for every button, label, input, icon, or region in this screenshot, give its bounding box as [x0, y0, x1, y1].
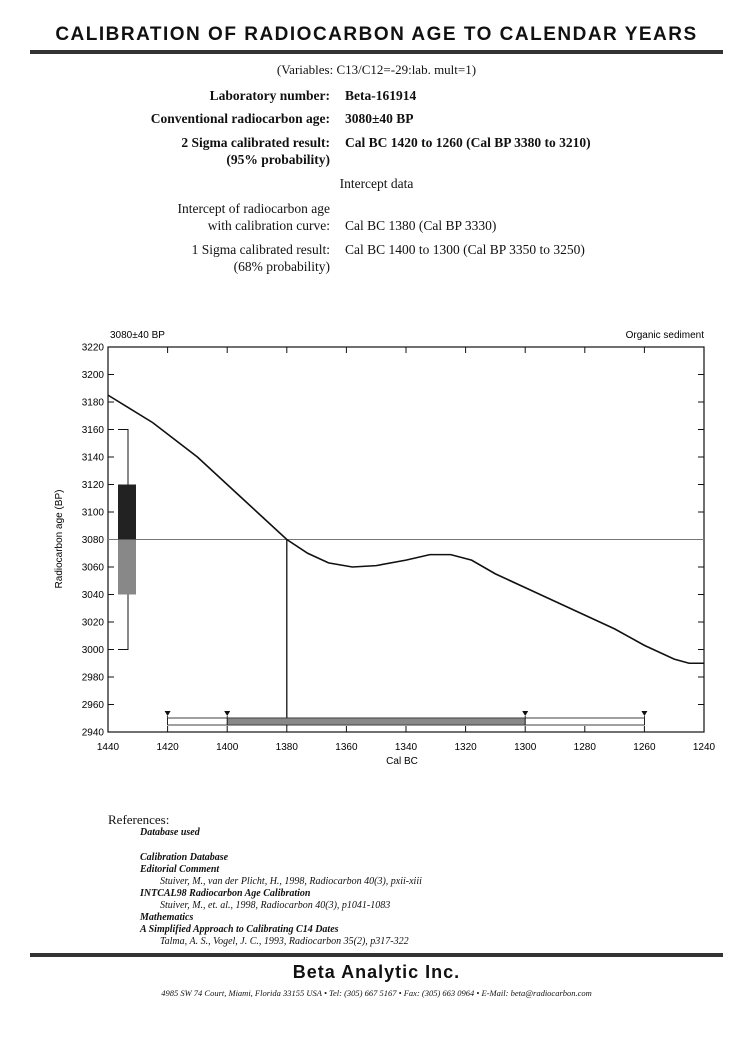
x-tick-label-1240: 1240: [692, 742, 716, 753]
ref-db-used: Database used: [140, 827, 200, 838]
y-tick-label-3020: 3020: [81, 617, 104, 629]
sigma1-x-bar: [227, 718, 525, 725]
x-tick-label-1360: 1360: [335, 742, 358, 753]
y-tick-label-3000: 3000: [81, 645, 104, 656]
x-tick-label-1340: 1340: [394, 742, 418, 753]
range-marker-0: [165, 711, 171, 716]
chart-title-left: 3080±40 BP: [110, 330, 165, 341]
sigma1-y-upper: [118, 485, 136, 540]
x-tick-label-1440: 1440: [96, 742, 120, 753]
ref-calib-db: Calibration Database: [140, 852, 229, 863]
range-marker-2: [522, 711, 528, 716]
two-sigma-label: 2 Sigma calibrated result:: [181, 135, 330, 150]
intercept-label-2: with calibration curve:: [207, 218, 330, 233]
sigma1-y-lower: [118, 540, 136, 595]
y-tick-label-3140: 3140: [81, 452, 104, 464]
two-sigma-value: Cal BC 1420 to 1260 (Cal BP 3380 to 3210): [345, 135, 591, 150]
x-tick-label-1420: 1420: [156, 742, 179, 753]
ref-editorial: Editorial Comment: [140, 864, 220, 875]
intercept-value: Cal BC 1380 (Cal BP 3330): [345, 218, 497, 233]
y-tick-label-2940: 2940: [81, 727, 104, 739]
x-tick-label-1320: 1320: [454, 742, 477, 753]
ref-editorial-cite: Stuiver, M., van der Plicht, H., 1998, Radiocarbon 40(3), pxii-xiii: [160, 876, 422, 887]
references-heading: References:: [108, 812, 170, 827]
y-tick-label-3100: 3100: [81, 507, 104, 519]
conv-age-label: Conventional radiocarbon age:: [150, 111, 330, 126]
x-axis-label: Cal BC: [386, 756, 418, 767]
x-tick-label-1380: 1380: [275, 742, 298, 753]
one-sigma-label: 1 Sigma calibrated result:: [191, 242, 330, 257]
ref-intcal-cite: Stuiver, M., et. al., 1998, Radiocarbon 40(3), p1041-1083: [160, 900, 391, 911]
ref-simplified-cite: Talma, A. S., Vogel, J. C., 1993, Radiocarbon 35(2), p317-322: [160, 936, 409, 947]
lab-number-label: Laboratory number:: [209, 88, 330, 103]
page-title: CALIBRATION OF RADIOCARBON AGE TO CALENDAR YEARS: [55, 24, 698, 45]
y-tick-label-2960: 2960: [81, 700, 104, 711]
x-tick-label-1400: 1400: [216, 742, 239, 753]
x-tick-label-1300: 1300: [514, 742, 537, 753]
lab-number-value: Beta-161914: [345, 88, 417, 103]
ref-math: Mathematics: [140, 912, 194, 923]
y-tick-label-2980: 2980: [81, 672, 104, 684]
y-tick-label-3220: 3220: [81, 342, 104, 354]
range-marker-3: [641, 711, 647, 716]
y-tick-label-3180: 3180: [81, 397, 104, 409]
y-axis-label: Radiocarbon age (BP): [54, 489, 65, 589]
company-address: 4985 SW 74 Court, Miami, Florida 33155 USA • Tel: (305) 667 5167 • Fax: (305) 663 0964 • E-Mail: beta@radiocarbon.com: [161, 988, 592, 998]
top-rule: [30, 50, 723, 54]
one-sigma-prob: (68% probability): [233, 259, 330, 274]
ref-simplified: A Simplified Approach to Calibrating C14 Dates: [140, 924, 339, 935]
chart-layer: [82, 343, 716, 754]
ref-intcal: INTCAL98 Radiocarbon Age Calibration: [140, 888, 311, 899]
x-tick-label-1280: 1280: [573, 742, 596, 753]
range-marker-1: [224, 711, 230, 716]
intercept-heading: Intercept data: [339, 176, 414, 191]
calibration-curve: [108, 395, 704, 663]
company-name: Beta Analytic Inc.: [292, 962, 461, 982]
bottom-rule: [30, 953, 723, 957]
conv-age-value: 3080±40 BP: [345, 111, 414, 126]
calibration-chart: [0, 320, 753, 780]
variables-line: (Variables: C13/C12=-29:lab. mult=1): [276, 62, 477, 77]
x-tick-label-1260: 1260: [633, 742, 656, 753]
y-tick-label-3120: 3120: [81, 480, 104, 491]
intercept-label-1: Intercept of radiocarbon age: [177, 201, 330, 216]
y-tick-label-3060: 3060: [81, 562, 104, 574]
chart-title-right: Organic sediment: [625, 330, 704, 341]
one-sigma-value: Cal BC 1400 to 1300 (Cal BP 3350 to 3250): [345, 242, 585, 257]
y-tick-label-3160: 3160: [81, 425, 104, 436]
y-tick-label-3080: 3080: [81, 535, 104, 546]
y-tick-label-3200: 3200: [81, 370, 104, 381]
two-sigma-prob: (95% probability): [226, 152, 330, 167]
y-tick-label-3040: 3040: [81, 590, 104, 601]
